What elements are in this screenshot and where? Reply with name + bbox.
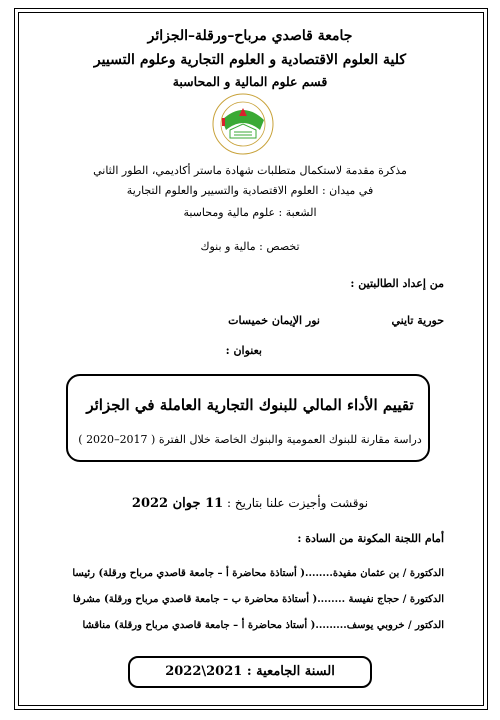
thesis-subtitle: دراسة مقارنة للبنوك العمومية والبنوك الخاصة خلال الفترة ( 2017–2020 ) [78, 433, 422, 446]
faculty-name: كلية العلوم الاقتصادية و العلوم التجارية وعلوم التسيير [93, 52, 407, 68]
university-name: جامعة قاصدي مرباح–ورقلة–الجزائر [147, 28, 353, 44]
memo-line-1: مذكرة مقدمة لاستكمال متطلبات شهادة ماستر أكاديمي، الطور الثاني [93, 164, 407, 177]
specialty: تخصص : مالية و بنوك [200, 240, 300, 253]
university-logo [200, 90, 286, 160]
defense-date-value: 11 جوان 2022 [131, 496, 224, 511]
title-label: بعنوان : [225, 344, 262, 357]
committee-member-3: الدكتور / خروبي يوسف.........( أستاذ محاضرة أ – جامعة قاصدي مرباح ورقلة) مناقشا [82, 620, 444, 631]
thesis-title: تقييم الأداء المالي للبنوك التجارية العاملة في الجزائر [86, 396, 414, 414]
academic-year: السنة الجامعية : 2021\2022 [165, 664, 335, 679]
committee-label: أمام اللجنة المكونة من السادة : [297, 532, 444, 545]
students-label: من إعداد الطالبتين : [350, 277, 444, 290]
defense-date-label: نوقشت وأجيزت علنا بتاريخ : [227, 496, 369, 510]
student-1: حورية تايني [391, 314, 444, 327]
memo-line-3: الشعبة : علوم مالية ومحاسبة [183, 206, 317, 219]
committee-member-1: الدكتورة / بن عثمان مفيدة........( أستاذة محاضرة أ – جامعة قاصدي مرباح ورقلة) رئيسا [72, 568, 444, 579]
memo-line-2: في ميدان : العلوم الاقتصادية والتسيير والعلوم التجارية [126, 184, 374, 197]
student-2: نور الإيمان خميسات [228, 314, 320, 327]
university-logo-icon [200, 90, 286, 160]
defense-date [0, 496, 500, 511]
thesis-title-box [66, 374, 430, 462]
department-name: قسم علوم المالية و المحاسبة [172, 74, 328, 89]
committee-member-2: الدكتورة / حجاج نفيسة ........( أستاذة محاضرة ب – جامعة قاصدي مرباح ورقلة) مشرفا [72, 594, 444, 605]
